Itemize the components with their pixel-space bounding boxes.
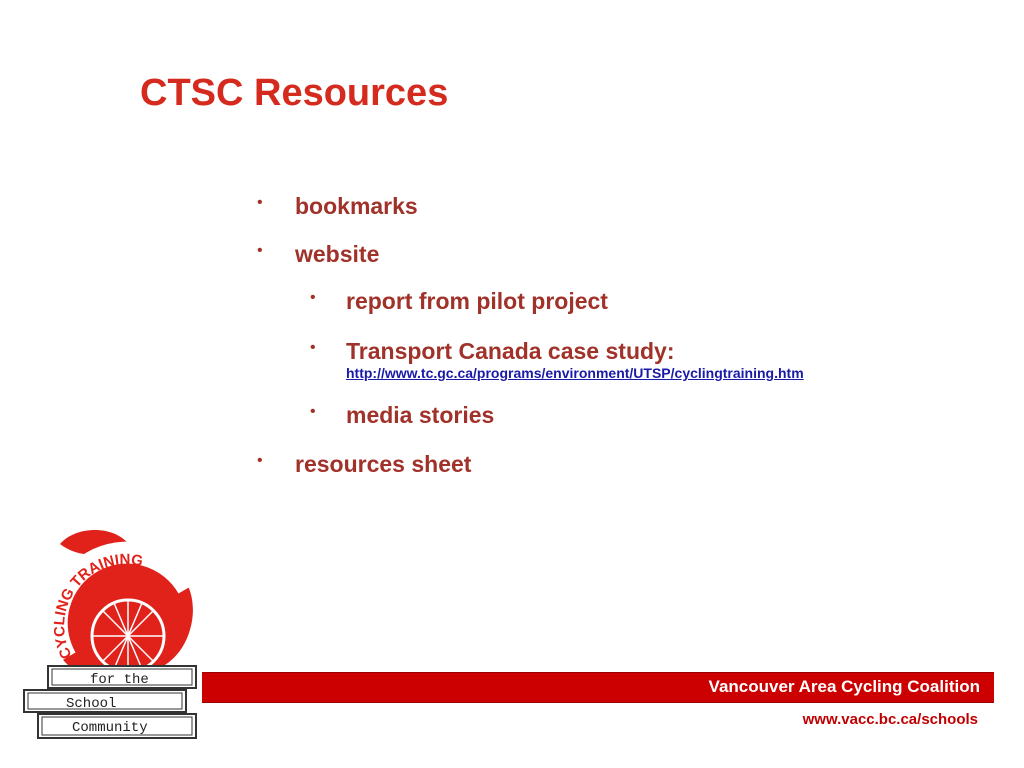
list-item-report [310, 288, 608, 315]
logo-line-2: School [66, 696, 117, 712]
resources-sheet-label: resources sheet [295, 451, 472, 477]
bullet-dot-icon: • [257, 242, 263, 259]
report-label: report from pilot project [346, 288, 608, 314]
bullet-dot-icon: • [310, 403, 316, 420]
footer-bar [202, 672, 994, 703]
case-study-label: Transport Canada case study: [346, 338, 675, 364]
slide-title: CTSC Resources [140, 72, 449, 114]
list-item-case-study [310, 338, 675, 365]
cycling-training-logo [20, 526, 205, 741]
bullet-dot-icon: • [257, 452, 263, 469]
bookmarks-label: bookmarks [295, 193, 418, 219]
bicycle-wheel-icon [92, 600, 164, 672]
list-item-website [257, 241, 380, 268]
footer-url[interactable]: www.vacc.bc.ca/schools [802, 711, 978, 728]
logo-line-1: for the [90, 672, 149, 688]
bullet-dot-icon: • [310, 339, 316, 356]
media-label: media stories [346, 402, 495, 428]
list-item-bookmarks [257, 193, 418, 220]
bullet-dot-icon: • [310, 289, 316, 306]
case-study-link[interactable]: http://www.tc.gc.ca/programs/environment/UTSP/cyclingtraining.htm [346, 365, 804, 381]
bullet-dot-icon: • [257, 194, 263, 211]
logo-arc-text: CYCLING TRAINING [51, 551, 145, 662]
list-item-resources-sheet [257, 451, 472, 478]
website-label: website [295, 241, 380, 267]
logo-line-3: Community [72, 720, 148, 736]
footer-organization: Vancouver Area Cycling Coalition [708, 677, 980, 696]
list-item-media [310, 402, 495, 429]
